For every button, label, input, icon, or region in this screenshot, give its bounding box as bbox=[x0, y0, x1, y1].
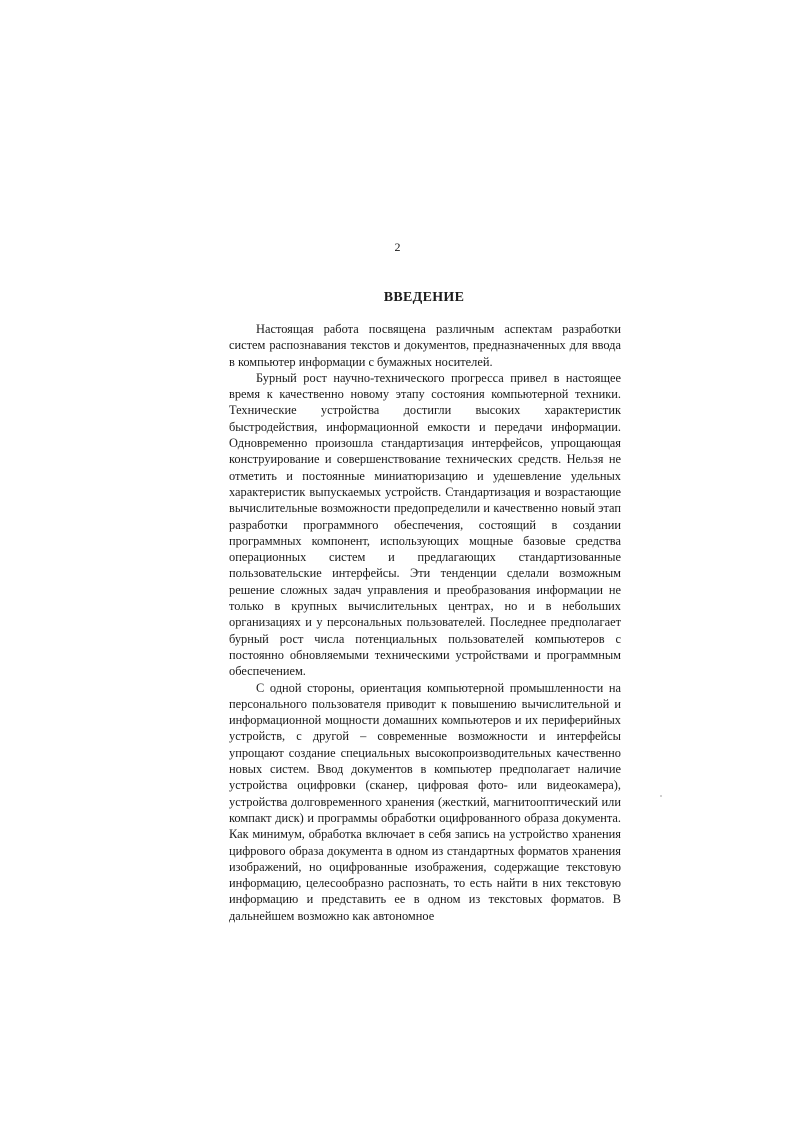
body-text bbox=[229, 321, 621, 924]
page-number: 2 bbox=[394, 240, 401, 254]
paragraph-3: С одной стороны, ориентация компьютерной промышленности на персонального пользователя приводит к повышению вычислительной и информационной мощности домашних компьютеров и их периферийных устройств, с другой – современные возможности и интерфейсы упрощают создание специальных высокопроизводительных качественно новых систем. Ввод документов в компьютер предполагает наличие устройства оцифровки (сканер, цифровая фото- или видеокамера), устройства долговременного хранения (жесткий, магнитооптический или компакт диск) и программы обработки оцифрованного образа документа. Как минимум, обработка включает в себя запись на устройство хранения цифрового образа документа в одном из стандартных форматов хранения изображений, но оцифрованные изображения, содержащие текстовую информацию, целесообразно распознать, то есть найти в них текстовую информацию и представить ее в одном из текстовых форматов. В дальнейшем возможно как автономное bbox=[229, 680, 621, 923]
section-title: ВВЕДЕНИЕ bbox=[383, 290, 465, 305]
paragraph-1: Настоящая работа посвящена различным аспектам разработки систем распознавания текстов и документов, предназначенных для ввода в компьютер информации с бумажных носителей. bbox=[229, 322, 621, 369]
scan-speck bbox=[660, 795, 662, 797]
paragraph-2: Бурный рост научно-технического прогресса привел в настоящее время к качественно новому этапу состояния компьютерной техники. Технические устройства достигли высоких характеристик быстродействия, информационной емкости и передачи информации. Одновременно произошла стандартизация интерфейсов, упрощающая конструирование и совершенствование технических средств. Нельзя не отметить и постоянные миниатюризацию и удешевление удельных характеристик выпускаемых устройств. Стандартизация и возрастающие вычислительные возможности предопределили и качественно новый этап разработки программного обеспечения, состоящий в создании программных компонент, использующих мощные базовые средства операционных систем и предлагающих стандартизованные пользовательские интерфейсы. Эти тенденции сделали возможным решение сложных задач управления и преобразования информации не только в крупных вычислительных центрах, но и в небольших организациях и у персональных пользователей. Последнее предполагает бурный рост числа потенциальных пользователей компьютеров с постоянно обновляемыми техническими устройствами и программным обеспечением. bbox=[229, 370, 621, 679]
